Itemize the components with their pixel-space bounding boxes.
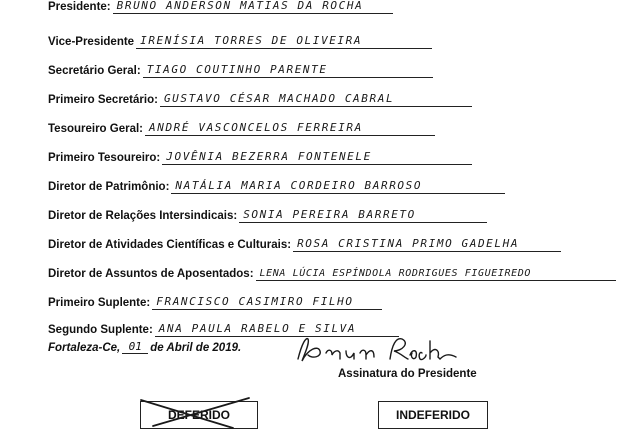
field-value: ANDRÉ VASCONCELOS FERREIRA	[149, 121, 363, 134]
deferido-label: DEFERIDO	[167, 408, 230, 422]
first-secretary-row	[48, 87, 472, 107]
field-label: Primeiro Suplente:	[48, 297, 151, 309]
scientific-director-row	[48, 232, 561, 252]
intersindical-director-row	[48, 203, 487, 223]
signature-caption: Assinatura do Presidente	[338, 368, 477, 380]
date-day: 01	[122, 340, 148, 354]
field-label: Diretor de Relações Intersindicais:	[48, 210, 238, 222]
field-label: Presidente:	[48, 1, 111, 13]
first-alternate-row	[48, 290, 382, 310]
intersindical-director-field	[239, 206, 487, 223]
field-label: Vice-Presidente	[48, 36, 135, 48]
vice-president-row	[48, 29, 432, 49]
date-place: Fortaleza-Ce,	[48, 342, 121, 354]
date-rest: de Abril de 2019.	[150, 342, 242, 354]
field-value: GUSTAVO CÉSAR MACHADO CABRAL	[163, 92, 395, 105]
field-value: ANA PAULA RABELO E SILVA	[158, 322, 357, 335]
field-value: FRANCISCO CASIMIRO FILHO	[156, 295, 354, 308]
indeferido-box	[378, 401, 488, 429]
field-label: Diretor de Assuntos de Aposentados:	[48, 268, 254, 280]
date-line	[48, 340, 241, 354]
first-treasurer-row	[48, 145, 472, 165]
first-secretary-field	[160, 90, 472, 107]
field-value: NATÁLIA MARIA CORDEIRO BARROSO	[175, 179, 423, 192]
heritage-director-field	[171, 177, 505, 194]
field-label: Secretário Geral:	[48, 65, 141, 77]
scientific-director-field	[293, 235, 561, 252]
secretary-general-field	[143, 61, 433, 78]
field-value: SONIA PEREIRA BARRETO	[243, 208, 416, 221]
field-value: LENA LÚCIA ESPÍNDOLA RODRIGUES FIGUEIREDO	[259, 268, 531, 279]
first-treasurer-field	[162, 148, 472, 165]
vice-president-field	[136, 32, 432, 49]
field-value: JOVÊNIA BEZERRA FONTENELE	[166, 150, 372, 163]
president-field	[113, 0, 393, 14]
field-value: IRENÍSIA TORRES DE OLIVEIRA	[140, 34, 363, 47]
field-label: Primeiro Tesoureiro:	[48, 152, 161, 164]
field-label: Tesoureiro Geral:	[48, 123, 144, 135]
president-row	[48, 0, 393, 14]
secretary-general-row	[48, 58, 433, 78]
field-label: Diretor de Atividades Científicas e Culturais:	[48, 239, 292, 251]
treasurer-general-row	[48, 116, 435, 136]
field-value: BRUNO ANDERSON MATIAS DA ROCHA	[116, 0, 364, 12]
president-signature	[292, 333, 472, 367]
retirees-director-row	[48, 261, 616, 281]
field-value: TIAGO COUTINHO PARENTE	[146, 63, 328, 76]
field-label: Primeiro Secretário:	[48, 94, 158, 106]
field-label: Diretor de Patrimônio:	[48, 181, 170, 193]
retirees-director-field	[256, 264, 616, 281]
heritage-director-row	[48, 174, 505, 194]
treasurer-general-field	[145, 119, 435, 136]
field-value: ROSA CRISTINA PRIMO GADELHA	[297, 237, 520, 250]
first-alternate-field	[152, 293, 382, 310]
indeferido-label: INDEFERIDO	[395, 408, 470, 422]
deferido-cross-mark	[137, 392, 261, 432]
deferido-box	[140, 401, 258, 429]
field-label: Segundo Suplente:	[48, 324, 153, 336]
